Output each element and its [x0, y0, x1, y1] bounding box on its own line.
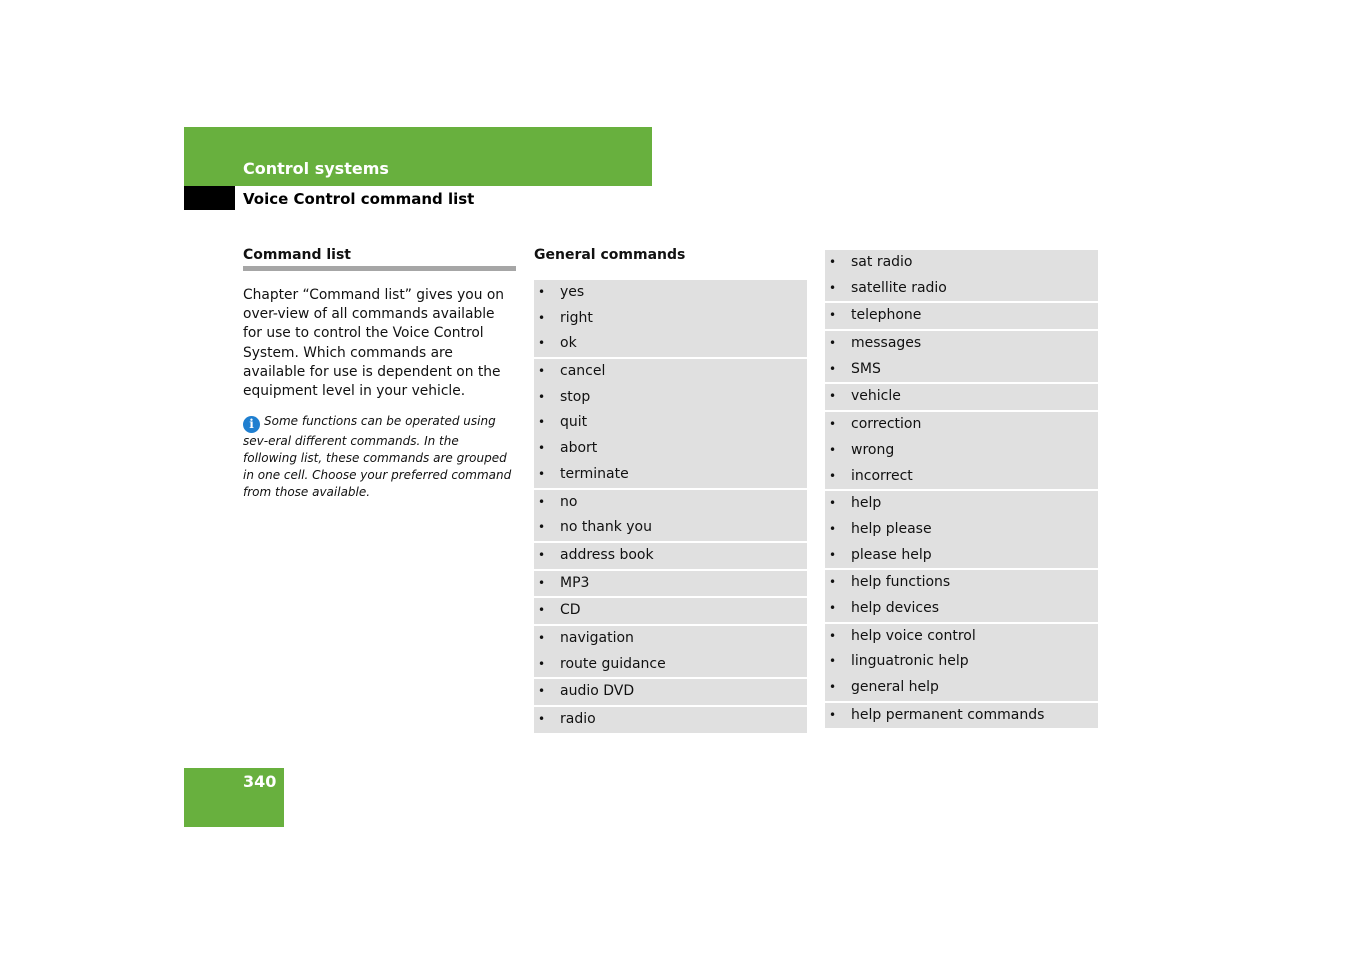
command-text: help voice control: [851, 627, 976, 644]
command-item: [825, 276, 1098, 302]
command-text: SMS: [851, 360, 881, 377]
command-item: [825, 596, 1098, 622]
intro-column: [243, 246, 516, 500]
command-cell: [825, 703, 1098, 729]
command-list-heading: Command list: [243, 247, 352, 263]
command-cell: [534, 598, 807, 624]
bullet-icon: •: [538, 547, 546, 562]
command-item: [534, 280, 807, 306]
command-text: abort: [560, 440, 598, 457]
command-text: navigation: [560, 629, 634, 646]
heading-rule: [243, 266, 516, 271]
bullet-icon: •: [829, 496, 837, 511]
command-text: no thank you: [560, 519, 652, 536]
command-text: stop: [560, 388, 591, 405]
bullet-icon: •: [538, 389, 546, 404]
bullet-icon: •: [829, 521, 837, 536]
command-table-column-1: [534, 280, 807, 733]
command-text: yes: [560, 284, 585, 300]
command-item: [825, 491, 1098, 517]
command-text: no: [560, 493, 578, 510]
command-text: general help: [851, 679, 939, 695]
command-text: correction: [851, 416, 922, 433]
command-cell: [825, 624, 1098, 701]
command-cell: [534, 543, 807, 569]
command-text: sat radio: [851, 254, 913, 270]
intro-text: [243, 286, 516, 401]
command-cell: [534, 571, 807, 597]
command-cell: [825, 412, 1098, 489]
bullet-icon: •: [829, 600, 837, 615]
command-item: [825, 649, 1098, 675]
command-item: [534, 359, 807, 385]
command-item: [825, 517, 1098, 543]
command-text: radio: [560, 711, 596, 727]
bullet-icon: •: [829, 707, 837, 722]
info-note-text: Some functions can be operated using sev-eral different commands. In the following list, these commands are grouped in one cell. Choose your preferred command from those available.: [243, 414, 512, 499]
command-text: help functions: [851, 574, 951, 591]
intro-paragraph: Chapter “Command list” gives you on over-view of all commands available for use to control the Voice Control System. Which commands are available for use is dependent on the equipment level in your vehicle.: [243, 287, 505, 400]
bullet-icon: •: [538, 466, 546, 481]
command-text: telephone: [851, 307, 922, 324]
command-text: help please: [851, 520, 932, 537]
bullet-icon: •: [538, 575, 546, 590]
command-text: incorrect: [851, 467, 913, 484]
command-item: [825, 384, 1098, 410]
bullet-icon: •: [829, 417, 837, 432]
command-item: [534, 652, 807, 678]
bullet-icon: •: [538, 494, 546, 509]
command-cell: [825, 570, 1098, 621]
bullet-icon: •: [538, 336, 546, 351]
command-text: right: [560, 309, 593, 326]
page-number: 340: [243, 772, 277, 791]
command-item: [825, 703, 1098, 729]
bullet-icon: •: [538, 415, 546, 430]
command-text: MP3: [560, 574, 590, 591]
command-item: [825, 357, 1098, 383]
command-item: [534, 306, 807, 332]
command-text: help: [851, 495, 882, 512]
command-item: [825, 303, 1098, 329]
command-text: wrong: [851, 441, 895, 458]
command-item: [534, 598, 807, 624]
command-text: messages: [851, 335, 922, 352]
bullet-icon: •: [538, 310, 546, 325]
command-item: [825, 570, 1098, 596]
command-item: [534, 385, 807, 411]
command-text: address book: [560, 546, 654, 563]
bullet-icon: •: [538, 285, 546, 299]
command-item: [534, 707, 807, 733]
command-text: help permanent commands: [851, 706, 1045, 723]
section-title: Control systems: [243, 159, 389, 178]
bullet-icon: •: [829, 255, 837, 269]
command-cell: [825, 250, 1098, 301]
command-cell: [534, 707, 807, 733]
command-item: [534, 490, 807, 516]
command-item: [825, 250, 1098, 276]
command-text: vehicle: [851, 388, 901, 405]
bullet-icon: •: [538, 441, 546, 456]
command-item: [825, 624, 1098, 650]
bullet-icon: •: [829, 680, 837, 694]
command-cell: [534, 626, 807, 677]
bullet-icon: •: [829, 442, 837, 457]
command-cell: [825, 303, 1098, 329]
command-cell: [534, 490, 807, 541]
command-text: CD: [560, 602, 581, 619]
command-cell: [825, 384, 1098, 410]
command-item: [534, 410, 807, 436]
bullet-icon: •: [829, 308, 837, 323]
command-item: [534, 331, 807, 357]
command-item: [534, 462, 807, 488]
bullet-icon: •: [829, 336, 837, 351]
command-text: satellite radio: [851, 279, 947, 296]
command-table-column-2: [825, 250, 1098, 728]
command-text: ok: [560, 335, 577, 352]
command-item: [534, 571, 807, 597]
command-cell: [534, 679, 807, 705]
bullet-icon: •: [829, 547, 837, 562]
command-cell: [534, 359, 807, 487]
bullet-icon: •: [538, 656, 546, 671]
bullet-icon: •: [538, 630, 546, 645]
command-text: help devices: [851, 599, 939, 616]
bullet-icon: •: [829, 628, 837, 643]
general-commands-heading: General commands: [534, 247, 686, 263]
bullet-icon: •: [829, 468, 837, 483]
page-title: Voice Control command list: [243, 190, 475, 208]
command-text: route guidance: [560, 655, 666, 672]
command-item: [825, 464, 1098, 490]
bullet-icon: •: [538, 364, 546, 379]
command-item: [825, 438, 1098, 464]
command-item: [825, 331, 1098, 357]
command-text: terminate: [560, 465, 629, 482]
bullet-icon: •: [538, 712, 546, 726]
bullet-icon: •: [829, 575, 837, 590]
command-item: [534, 436, 807, 462]
bullet-icon: •: [538, 520, 546, 535]
command-item: [825, 675, 1098, 701]
command-cell: [534, 280, 807, 357]
bullet-icon: •: [538, 684, 546, 699]
command-item: [534, 515, 807, 541]
command-item: [825, 412, 1098, 438]
command-text: audio DVD: [560, 683, 635, 700]
command-item: [534, 626, 807, 652]
command-item: [534, 543, 807, 569]
command-text: quit: [560, 414, 588, 431]
bullet-icon: •: [538, 603, 546, 618]
command-cell: [825, 491, 1098, 568]
bullet-icon: •: [829, 361, 837, 376]
info-note: [243, 413, 516, 500]
command-text: cancel: [560, 363, 606, 380]
command-text: please help: [851, 546, 932, 563]
header-marker: [184, 186, 235, 210]
command-item: [825, 543, 1098, 569]
command-text: linguatronic help: [851, 653, 969, 670]
info-icon: i: [243, 416, 260, 433]
bullet-icon: •: [829, 389, 837, 404]
command-cell: [825, 331, 1098, 382]
bullet-icon: •: [829, 654, 837, 669]
bullet-icon: •: [829, 280, 837, 295]
command-item: [534, 679, 807, 705]
